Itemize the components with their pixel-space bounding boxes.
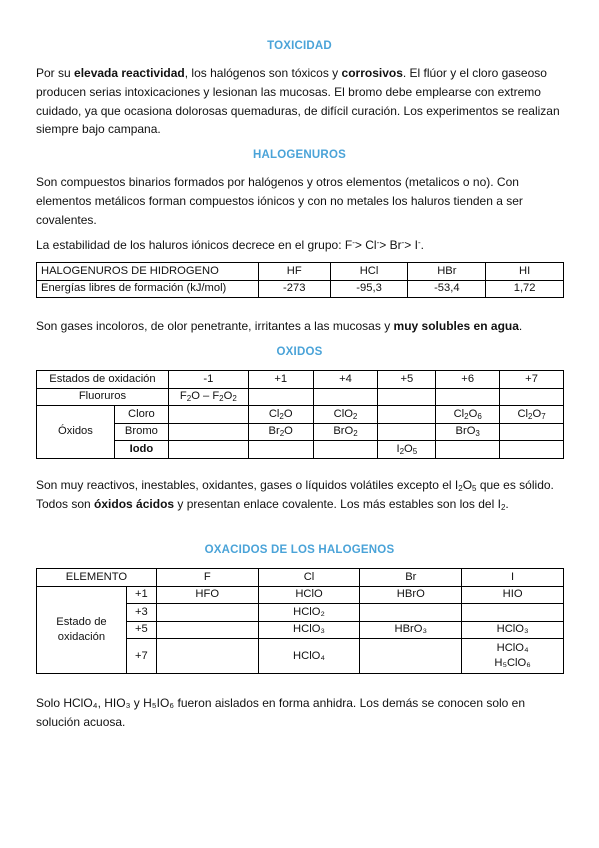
row-group-label: Óxidos [37, 406, 115, 459]
table-cell: HClO₄ [258, 639, 360, 674]
table-cell [313, 423, 378, 441]
table-cell: HClO [258, 586, 360, 604]
table-cell [156, 604, 258, 622]
text-span: Cl [268, 407, 280, 420]
section-title-oxides: OXIDOS [276, 346, 323, 358]
section-title-oxoacids: OXACIDOS DE LOS HALOGENOS [204, 544, 395, 556]
row-group-label [37, 586, 127, 674]
table-cell [378, 423, 436, 441]
superscript: - [401, 238, 405, 247]
table-cell [248, 441, 313, 459]
table-cell [360, 639, 462, 674]
table-cell [462, 604, 564, 622]
header-cell: Br [360, 569, 462, 587]
table-cell: HClO₃ [258, 621, 360, 639]
bold-text: muy solubles en agua [393, 319, 519, 333]
text-span: Por su [36, 66, 75, 80]
table-cell: HClO₂ [258, 604, 360, 622]
table-cell: -95,3 [330, 280, 408, 298]
table-cell [500, 441, 564, 459]
table-header-row [37, 371, 564, 389]
text-span: La estabilidad de los haluros iónicos decrece en el grupo: F [36, 238, 353, 252]
text-span: F [179, 390, 187, 403]
table-row [37, 280, 564, 298]
table-header-row [37, 263, 564, 281]
section-title-toxicity: TOXICIDAD [267, 40, 332, 52]
table-cell [500, 388, 564, 406]
text-span: Son gases incoloros, de olor penetrante, irritantes a las mucosas y [36, 319, 394, 333]
row-label: Bromo [114, 423, 168, 441]
table-cell: -53,4 [408, 280, 486, 298]
subscript: 2 [232, 394, 237, 404]
text-span: y presentan enlace covalente. Los más estables son los del I [174, 496, 501, 511]
superscript: - [352, 238, 355, 247]
section-title-halides: HALOGENUROS [253, 149, 346, 161]
subscript: 2 [353, 429, 358, 439]
text-span: H₅ClO₆ [494, 657, 531, 669]
paragraph-final: Solo HClO₄, HIO₃ y H₅IO₆ fueron aislados en forma anhidra. Los demás se conocen solo en solución acuosa. [36, 696, 526, 729]
row-label: Cloro [114, 406, 168, 424]
text-span: HClO₄ [496, 642, 529, 654]
header-cell: HF [258, 263, 330, 281]
state-cell: +7 [126, 639, 156, 674]
paragraph-halides-definition: Son compuestos binarios formados por halógenos y otros elementos (metalicos o no). Con elementos metálicos forman compuestos iónicos y con no metales los haluros tienden a ser covalentes. [36, 175, 523, 227]
row-label: Fluoruros [37, 388, 169, 406]
subscript: 6 [477, 411, 482, 421]
header-cell: +6 [436, 371, 500, 389]
table-row [37, 388, 564, 406]
table-cell [313, 406, 378, 424]
text-span: O [223, 390, 233, 403]
text-span: O [462, 478, 473, 492]
table-cell [436, 441, 500, 459]
superscript: - [417, 238, 421, 247]
header-cell: HCl [330, 263, 408, 281]
table-cell [168, 423, 248, 441]
paragraph-toxicity [36, 64, 564, 139]
state-cell: +3 [126, 604, 156, 622]
paragraph-gases [36, 317, 564, 336]
subscript: 2 [500, 502, 506, 512]
subscript: 2 [464, 411, 469, 421]
text-span: O [283, 407, 293, 420]
table-row [37, 441, 564, 459]
text-span: Son muy reactivos, inestables, oxidantes, gases o líquidos volátiles excepto el I [36, 478, 459, 492]
table-cell [248, 388, 313, 406]
header-cell: +4 [313, 371, 378, 389]
text-span: > Cl [354, 238, 377, 252]
header-cell: -1 [168, 371, 248, 389]
text-span: ClO [333, 407, 353, 420]
table-cell [436, 406, 500, 424]
table-cell: HClO₃ [462, 621, 564, 639]
text-span: oxidación [57, 630, 106, 643]
text-span: Estado de [56, 615, 107, 628]
row-label: Iodo [114, 441, 168, 459]
text-span: . El flúor y el cloro gaseoso producen serias intoxicaciones y lesionan las mucosas. El bromo debe emplearse con extremo cuidado, ya que ocasiona dolorosas quemaduras, de difícil curación. Los experimentos se realizan siempre bajo campana. [36, 66, 560, 137]
text-span: O [468, 407, 478, 420]
subscript: 5 [472, 484, 477, 493]
text-span: , los halógenos son tóxicos y [184, 66, 342, 80]
subscript: 2 [352, 411, 358, 421]
paragraph-oxides [36, 476, 564, 514]
superscript: - [376, 238, 380, 247]
text-span: O [404, 442, 413, 455]
text-span: . [518, 319, 523, 333]
bold-text: elevada reactividad [74, 66, 185, 80]
subscript: 2 [186, 394, 192, 404]
subscript: 5 [412, 446, 418, 456]
header-cell: Estados de oxidación [37, 371, 169, 389]
text-span: BrO [455, 425, 476, 438]
subscript: 2 [219, 394, 224, 404]
table-cell [168, 441, 248, 459]
table-cell [168, 406, 248, 424]
subscript: 2 [279, 429, 285, 439]
header-cell: HALOGENUROS DE HIDROGENO [37, 263, 259, 281]
table-cell [156, 639, 258, 674]
bold-text: corrosivos [341, 66, 403, 80]
text-span: . [420, 238, 424, 252]
text-span: O – F [191, 390, 220, 403]
subscript: 2 [458, 484, 463, 493]
header-cell: +5 [378, 371, 436, 389]
table-cell: HIO [462, 586, 564, 604]
paragraph-halides-stability [36, 236, 564, 255]
subscript: 2 [279, 411, 284, 421]
table-cell [500, 423, 564, 441]
oxides-table [36, 370, 564, 459]
table-cell [462, 639, 564, 674]
header-cell: ELEMENTO [37, 569, 157, 587]
table-row [37, 406, 564, 424]
table-cell [378, 388, 436, 406]
table-cell [500, 406, 564, 424]
text-span: > I [404, 238, 418, 252]
text-span: O [284, 425, 293, 438]
table-cell [378, 441, 436, 459]
table-header-row [37, 569, 564, 587]
table-cell [168, 388, 248, 406]
subscript: 3 [475, 429, 480, 439]
header-cell: +7 [500, 371, 564, 389]
state-cell: +1 [126, 586, 156, 604]
text-span: Cl [517, 407, 529, 420]
header-cell: HBr [408, 263, 486, 281]
table-cell: HBrO₃ [360, 621, 462, 639]
table-cell: HFO [156, 586, 258, 604]
table-cell: 1,72 [486, 280, 564, 298]
subscript: 2 [528, 411, 533, 421]
row-label: Energías libres de formación (kJ/mol) [37, 280, 259, 298]
table-cell [248, 406, 313, 424]
table-cell [313, 388, 378, 406]
bold-text: óxidos ácidos [94, 496, 175, 511]
header-cell: Cl [258, 569, 360, 587]
text-span: BrO [333, 425, 354, 438]
table-cell [436, 423, 500, 441]
header-cell: F [156, 569, 258, 587]
state-cell: +5 [126, 621, 156, 639]
table-row [37, 586, 564, 604]
text-span: O [532, 407, 542, 420]
table-cell: -273 [258, 280, 330, 298]
table-cell [313, 441, 378, 459]
table-cell [248, 423, 313, 441]
text-span: I [396, 442, 400, 455]
text-span: que es sólido. Todos son [36, 478, 554, 511]
subscript: 7 [541, 411, 546, 421]
table-cell [436, 388, 500, 406]
text-span: > Br [379, 238, 402, 252]
table-row [37, 423, 564, 441]
subscript: 2 [399, 446, 405, 456]
table-cell [156, 621, 258, 639]
table-cell: HBrO [360, 586, 462, 604]
table-cell [360, 604, 462, 622]
header-cell: HI [486, 263, 564, 281]
oxoacids-table [36, 568, 564, 674]
header-cell: +1 [248, 371, 313, 389]
text-span: Br [268, 425, 280, 438]
hydrogen-halides-table [36, 262, 564, 298]
text-span: Cl [453, 407, 465, 420]
table-cell [378, 406, 436, 424]
text-span: . [505, 496, 509, 511]
header-cell: I [462, 569, 564, 587]
